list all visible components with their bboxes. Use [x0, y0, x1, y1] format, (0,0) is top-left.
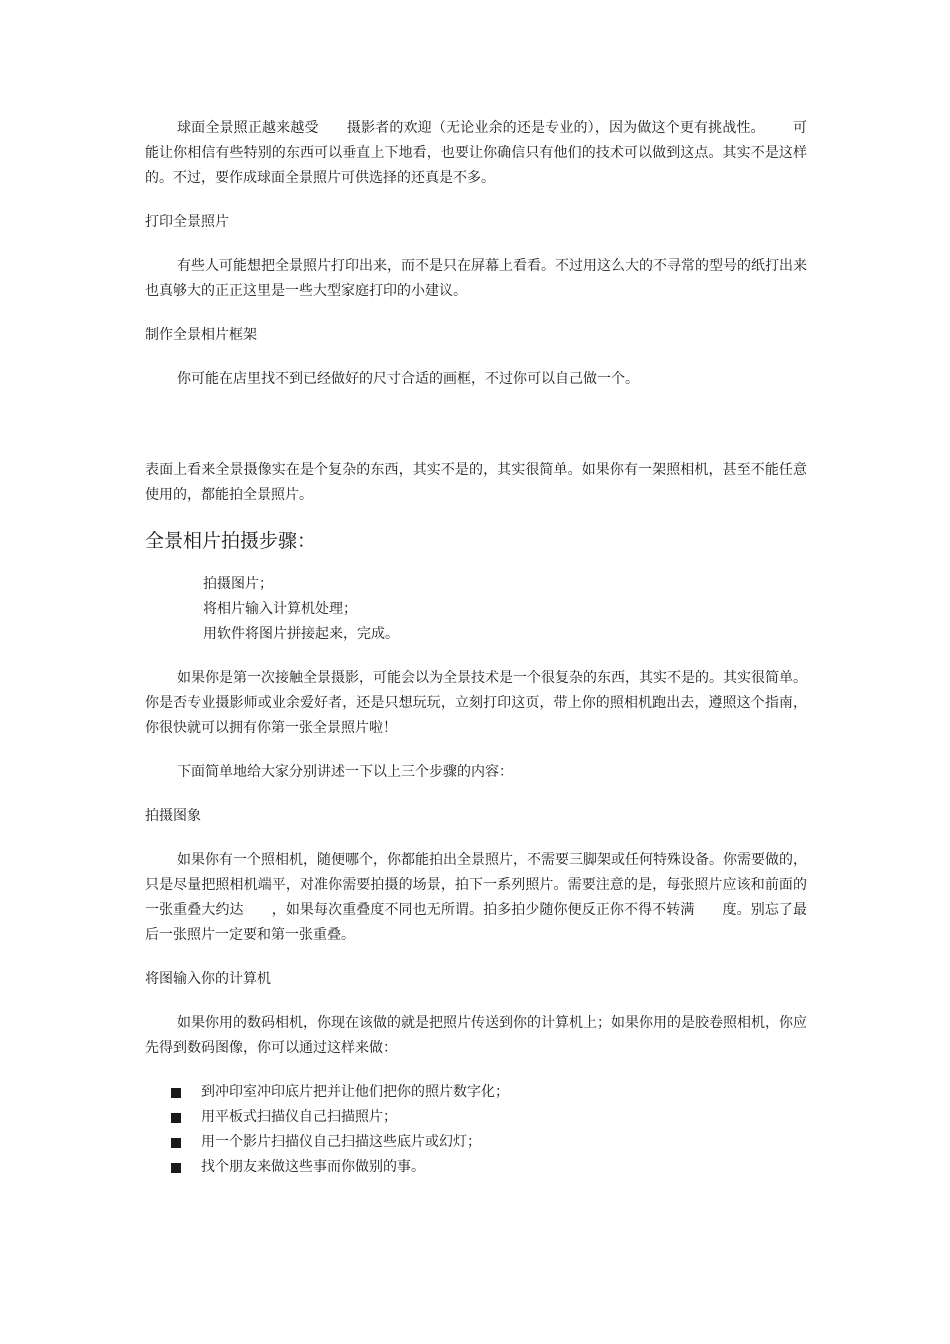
step-item: 用软件将图片拼接起来，完成。 — [203, 626, 399, 642]
list-item — [171, 1130, 807, 1155]
shoot-heading: 拍摄图象 — [145, 808, 201, 824]
step-item: 拍摄图片； — [203, 576, 273, 592]
step-item: 将相片输入计算机处理； — [203, 601, 357, 617]
frame-heading: 制作全景相片框架 — [145, 327, 257, 343]
print-heading: 打印全景照片 — [145, 214, 229, 230]
summary-intro-paragraph: 下面简单地给大家分别讲述一下以上三个步骤的内容： — [177, 764, 513, 780]
input-paragraph: 如果你用的数码相机，你现在该做的就是把照片传送到你的计算机上；如果你用的是胶卷照相机，你应先得到数码图像，你可以通过这样来做： — [145, 1015, 807, 1056]
list-item-text: 到冲印室冲印底片把并让他们把你的照片数字化； — [201, 1084, 509, 1100]
list-item-text: 用平板式扫描仪自己扫描照片； — [201, 1109, 397, 1125]
print-paragraph: 有些人可能想把全景照片打印出来，而不是只在屏幕上看看。不过用这么大的不寻常的型号的纸打出来也真够大的正正这里是一些大型家庭打印的小建议。 — [145, 258, 807, 299]
shoot-text-a: 如果你有一个照相机，随便哪个，你都能拍出全景照片，不需要三脚架或任何特殊设备。你需要做的，只是尽量把照相机端平，对准你需要拍摄的场景，拍下一系列照片。需要注意的是，每张照片应该和前面的一张重叠大约达 — [145, 852, 807, 918]
steps-heading: 全景相片拍摄步骤： — [145, 530, 317, 552]
list-item-text: 找个朋友来做这些事而你做别的事。 — [201, 1159, 425, 1175]
square-bullet-icon — [171, 1138, 181, 1148]
list-item — [171, 1155, 807, 1180]
square-bullet-icon — [171, 1113, 181, 1123]
input-options-list — [145, 1080, 807, 1180]
input-heading: 将图输入你的计算机 — [145, 971, 271, 987]
square-bullet-icon — [171, 1088, 181, 1098]
overview-paragraph: 表面上看来全景摄像实在是个复杂的东西，其实不是的，其实很简单。如果你有一架照相机，甚至不能任意使用的，都能拍全景照片。 — [145, 462, 807, 503]
list-item-text: 用一个影片扫描仪自己扫描这些底片或幻灯； — [201, 1134, 481, 1150]
document-page — [145, 116, 807, 1180]
intro-text-b: 摄影者的欢迎（无论业余的还是专业的），因为做这个更有挑战性。 — [346, 120, 765, 136]
frame-paragraph: 你可能在店里找不到已经做好的尺寸合适的画框，不过你可以自己做一个。 — [177, 371, 639, 387]
shoot-paragraph — [145, 848, 807, 948]
square-bullet-icon — [171, 1163, 181, 1173]
shoot-text-c: 度。别忘了最后一张照片一定要和第一张重叠。 — [145, 902, 808, 943]
shoot-text-b: ，如果每次重叠度不同也无所谓。拍多拍少随你便反正你不得不转满 — [271, 902, 695, 918]
list-item — [171, 1105, 807, 1130]
intro-text-c: 可能让你相信有些特别的东西可以垂直上下地看，也要让你确信只有他们的技术可以做到这点。其实不是这样的。不过，要作成球面全景照片可供选择的还真是不多。 — [145, 120, 808, 186]
intro-text-a: 球面全景照正越来越受 — [177, 120, 319, 136]
intro-paragraph — [145, 116, 807, 191]
encourage-paragraph: 如果你是第一次接触全景摄影，可能会以为全景技术是一个很复杂的东西，其实不是的。其实很简单。你是否专业摄影师或业余爱好者，还是只想玩玩，立刻打印这页，带上你的照相机跑出去，遵照这个指南，你很快就可以拥有你第一张全景照片啦！ — [145, 670, 807, 736]
steps-list — [145, 572, 807, 647]
list-item — [171, 1080, 807, 1105]
spacer — [145, 411, 807, 458]
